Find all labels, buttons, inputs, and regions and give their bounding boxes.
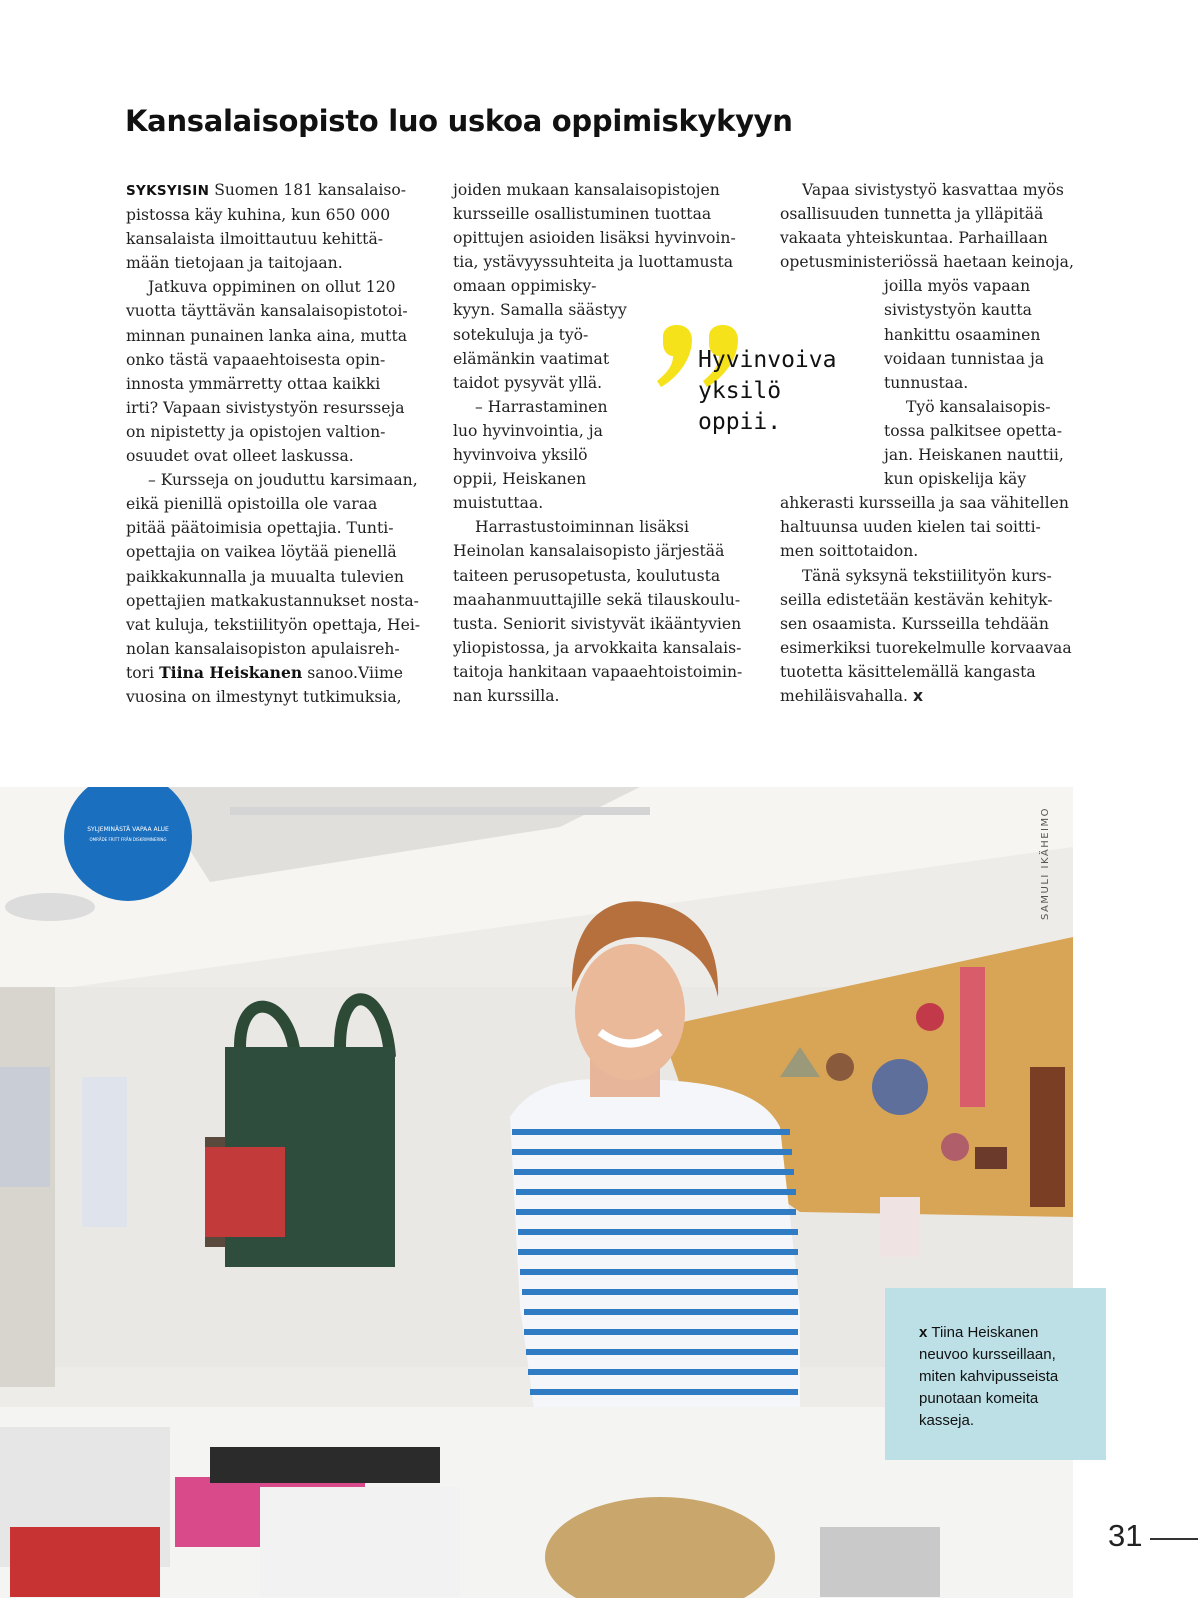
- paragraph: Jatkuva oppiminen on ollut 120 vuotta täyttävän kansalaisopistotoi- minnan punainen lanka aina, mutta onko tästä vapaaehtoisesta opin- innosta ymmärretty ottaa kaikki irti? Vapaan sivistystyön resursseja on nipistetty ja opistojen valtion- osuudet ovat olleet laskussa.: [126, 278, 408, 466]
- article-column-1: [126, 178, 426, 709]
- sign-text: OMRÅDE FRITT FRÅN DISKRIMINERING: [89, 837, 167, 842]
- page-rule: [1150, 1538, 1198, 1540]
- caption-text: Tiina Heiskanen neuvoo kursseillaan, miten kahvipusseista punotaan komeita kasseja.: [919, 1324, 1059, 1429]
- caption-mark: x: [919, 1324, 928, 1341]
- classroom-photo: [0, 787, 1073, 1598]
- paragraph: ahkerasti kursseilla ja saa vähitellen haltuunsa uuden kielen tai soitti- men soittotaidon.: [780, 494, 1069, 561]
- pull-quote: [655, 325, 885, 475]
- lead-word: SYKSYISIN: [126, 183, 210, 199]
- caption-box: [885, 1288, 1106, 1460]
- paragraph: [126, 468, 426, 709]
- person-name: Tiina Heiskanen: [159, 662, 303, 682]
- paragraph: Vapaa sivistystyö kasvattaa myös osallisuuden tunnetta ja ylläpitää vakaata yhteiskuntaa. Parhaillaan opetusministeriössä haetaan keinoja,: [780, 181, 1074, 272]
- paragraph: [780, 564, 1080, 709]
- paragraph: – Harrastaminen luo hyvinvointia, ja hyvinvoiva yksilö oppii, Heiskanen muistuttaa.: [453, 397, 608, 513]
- paragraph-text: sanoo.Viime vuosina on ilmestynyt tutkimuksia,: [126, 663, 403, 706]
- photo-caption: [919, 1322, 1088, 1432]
- paragraph: [126, 178, 426, 275]
- end-mark: x: [912, 686, 924, 705]
- pull-quote-text: Hyvinvoiva yksilö oppii.: [698, 347, 837, 435]
- paragraph: joiden mukaan kansalaisopistojen kursseille osallistuminen tuottaa opittujen asioiden lisäksi hyvinvoin- tia, ystävyyssuhteita ja luottamusta omaan oppimisky- kyyn. Samalla säästyy sotekuluja ja työ- elämänkin vaatimat taidot pysyvät yllä.: [453, 181, 736, 392]
- photo-credit: SAMULI IKÄHEIMO: [1040, 807, 1051, 920]
- sign-text: SYLJEMINÄSTÄ VAPAA ALUE: [87, 826, 169, 833]
- article-headline: Kansalaisopisto luo uskoa oppimiskykyyn: [125, 104, 793, 138]
- paragraph-text: Suomen 181 kansalaiso- pistossa käy kuhina, kun 650 000 kansalaista ilmoittautuu kehittä- mään tietojaan ja taitojaan.: [126, 181, 407, 273]
- paragraph-wrapped: Työ kansalaisopis- tossa palkitsee opetta- jan. Heiskanen nauttii, kun opiskelija käy: [884, 397, 1064, 489]
- paragraph-text: Tänä syksynä tekstiilityön kurs- seilla edistetään kestävän kehityk- sen osaamista. Kursseilla tehdään esimerkiksi tuorekelmulle korvaavaa tuotetta käsittelemällä kangasta mehiläisvahalla.: [780, 566, 1072, 705]
- article-photo: [0, 787, 1073, 1598]
- page-number: 31: [1108, 1518, 1143, 1553]
- paragraph: Harrastustoiminnan lisäksi Heinolan kansalaisopisto järjestää taiteen perusopetusta, koulutusta maahanmuuttajille sekä tilauskoulu- tusta. Seniorit sivistyvät ikääntyvien yliopistossa, ja arvokkaita kansalais- taitoja hankitaan vapaaehtoistoimin- nan kurssilla.: [453, 518, 743, 705]
- paragraph-wrapped: joilla myös vapaan sivistystyön kautta hankittu osaaminen voidaan tunnistaa ja tunnustaa.: [884, 277, 1045, 392]
- paragraph-text: – Kursseja on jouduttu karsimaan, eikä pienillä opistoilla ole varaa pitää päätoimisia opettajia. Tunti- opettajia on vaikea löytää pienellä paikkakunnalla ja muualta tulevien opettajien matkakustannukset nosta- vat kuluja, tekstiilityön opettaja, Hei- nolan kansalaisopiston apulaisreh- tori: [126, 471, 421, 682]
